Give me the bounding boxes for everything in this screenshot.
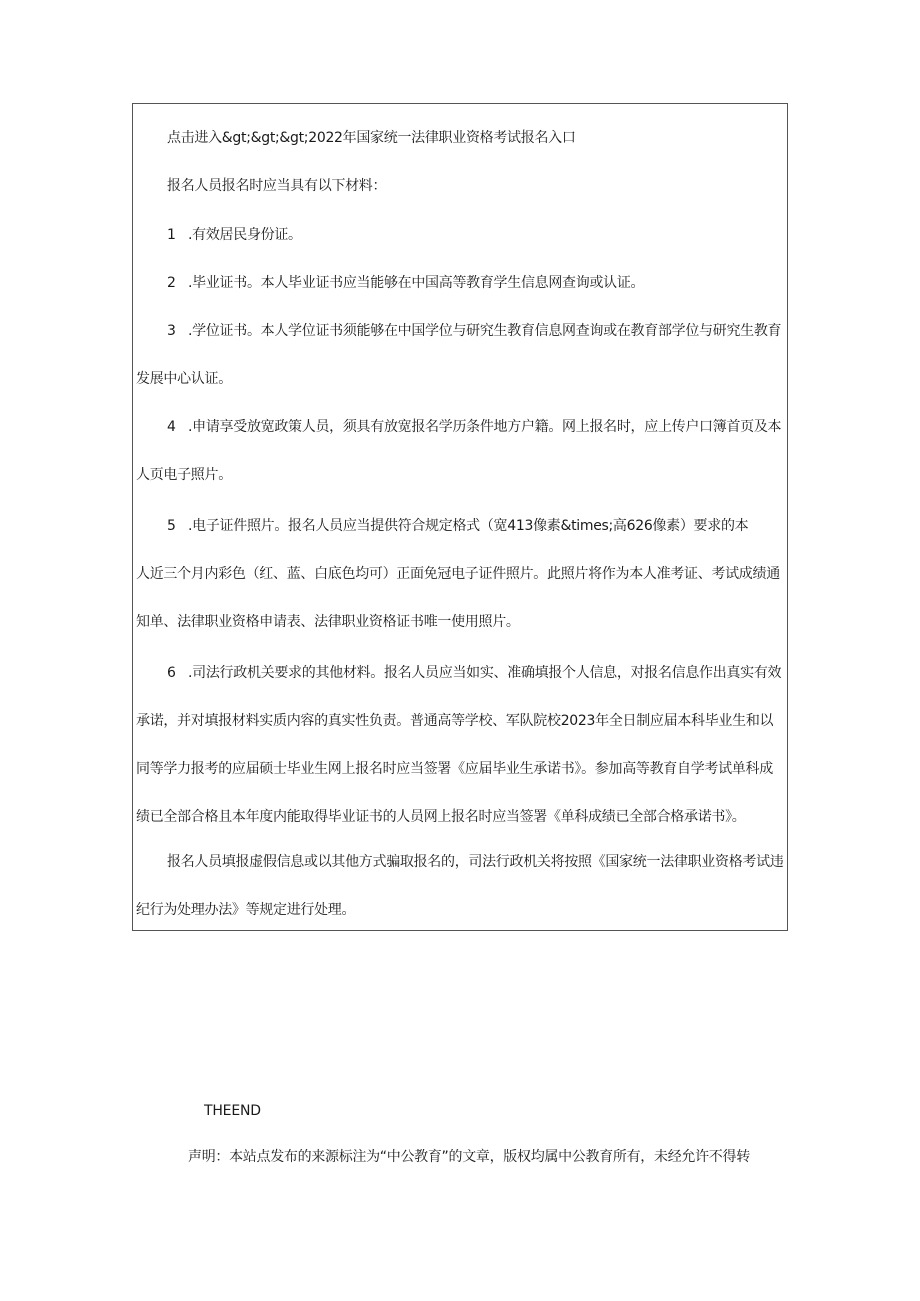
item-text: .司法行政机关要求的其他材料。报名人员应当如实、准确填报个人信息，对报名信息作出真实有效 (188, 665, 782, 681)
entry-link-text[interactable]: 点击进入&gt;&gt;&gt;2022年国家统一法律职业资格考试报名入口 (167, 130, 576, 146)
item-number: 4 (167, 419, 176, 435)
item-text-continued: 绩已全部合格且本年度内能取得毕业证书的人员网上报名时应当签署《单科成绩已全部合格承诺书》。 (136, 809, 746, 825)
item-text: .学位证书。本人学位证书须能够在中国学位与研究生教育信息网查询或在教育部学位与研究生教育 (188, 323, 782, 339)
intro-text: 报名人员报名时应当具有以下材料： (167, 178, 387, 194)
item-text: .毕业证书。本人毕业证书应当能够在中国高等教育学生信息网查询或认证。 (188, 275, 645, 291)
item-number: 1 (167, 227, 176, 243)
registration-entry-link[interactable] (133, 114, 789, 162)
item-text-continued: 人页电子照片。 (136, 467, 232, 483)
item-text-continued: 人近三个月内彩色（红、蓝、白底色均可）正面免冠电子证件照片。此照片将作为本人准考证、考试成绩通 (136, 566, 780, 582)
list-item (133, 307, 789, 403)
article-content-box (132, 103, 788, 931)
item-number: 5 (167, 518, 176, 534)
item-number: 6 (167, 665, 176, 681)
copyright-statement: 声明：本站点发布的来源标注为“中公教育”的文章，版权均属中公教育所有，未经允许不得转 (188, 1149, 750, 1165)
list-item (133, 649, 789, 841)
item-text-continued: 发展中心认证。 (136, 371, 232, 387)
item-text-continued: 同等学力报考的应届硕士毕业生网上报名时应当签署《应届毕业生承诺书》。参加高等教育自学考试单科成 (136, 761, 773, 777)
list-item (133, 403, 789, 499)
item-text: .申请享受放宽政策人员，须具有放宽报名学历条件地方户籍。网上报名时，应上传户口簿首页及本 (188, 419, 782, 435)
item-text-continued: 承诺，并对填报材料实质内容的真实性负责。普通高等学校、军队院校2023年全日制应届本科毕业生和以 (136, 713, 774, 729)
intro-paragraph (133, 162, 789, 210)
item-text-continued: 知单、法律职业资格申请表、法律职业资格证书唯一使用照片。 (136, 614, 520, 630)
closing-paragraph (133, 838, 789, 934)
item-text: .电子证件照片。报名人员应当提供符合规定格式（宽413像素&times;高626像素）要求的本 (188, 518, 749, 534)
item-text: .有效居民身份证。 (188, 227, 302, 243)
closing-text-continued: 纪行为处理办法》等规定进行处理。 (136, 902, 356, 918)
list-item (133, 211, 789, 259)
list-item (133, 259, 789, 307)
item-number: 3 (167, 323, 176, 339)
closing-text: 报名人员填报虚假信息或以其他方式骗取报名的，司法行政机关将按照《国家统一法律职业资格考试违 (167, 854, 784, 870)
list-item (133, 502, 789, 646)
item-number: 2 (167, 275, 176, 291)
the-end-marker: THEEND (204, 1103, 261, 1119)
